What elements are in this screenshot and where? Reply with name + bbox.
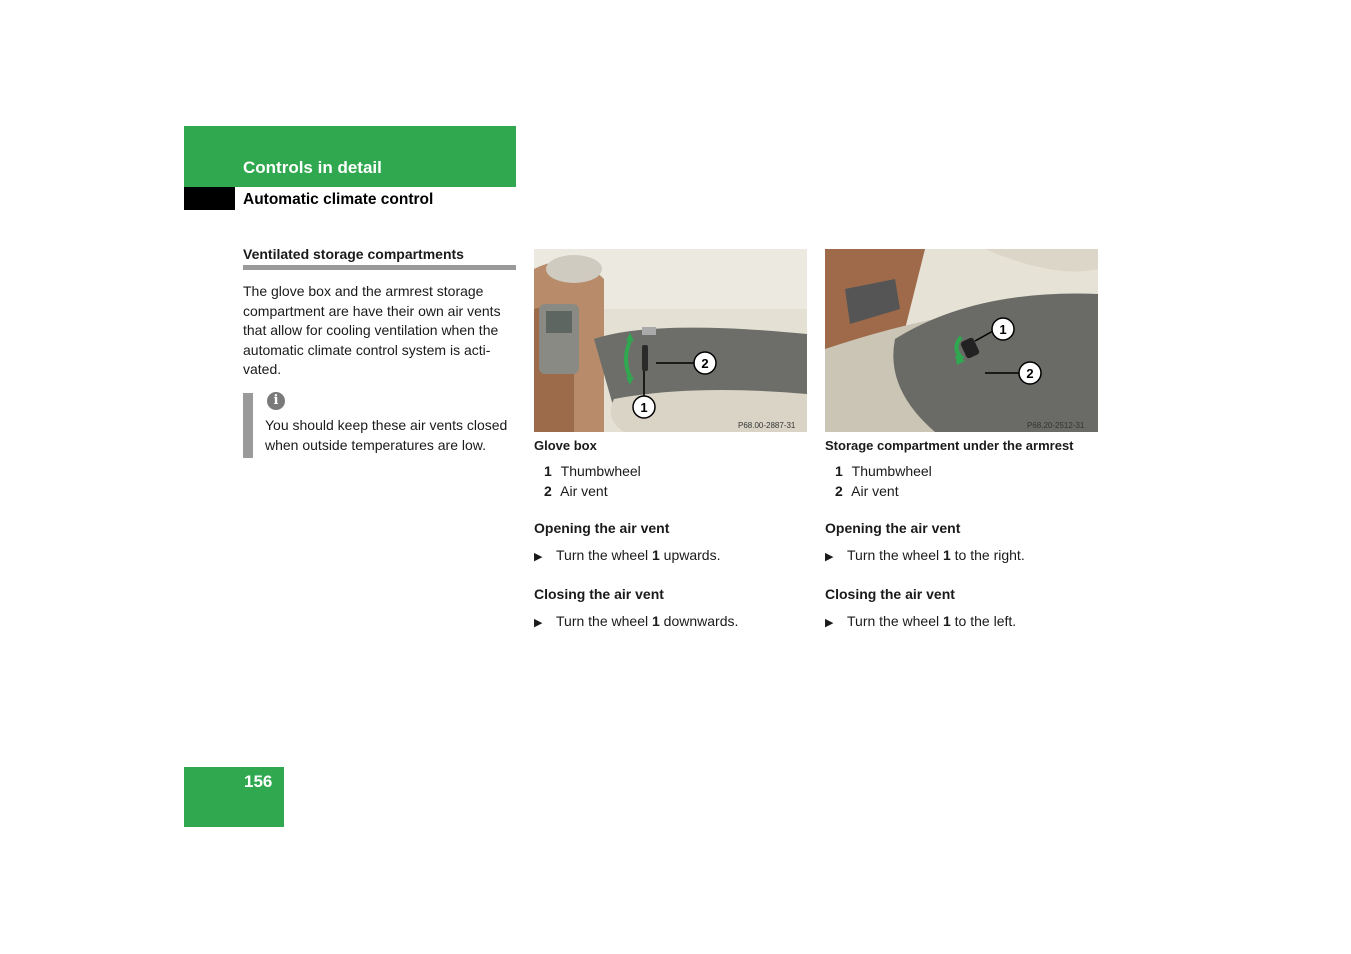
figure-caption: Glove box — [534, 438, 597, 453]
bullet-arrow-icon: ▶ — [825, 617, 834, 629]
svg-text:2: 2 — [1026, 366, 1034, 381]
page-number: 156 — [244, 772, 273, 791]
step-heading: Closing the air vent — [825, 586, 955, 602]
legend-item: 1 Thumbwheel — [835, 463, 932, 479]
intro-paragraph: The glove box and the armrest storage compartment are have their own air vents that allow for cooling ventilation when the automatic climate control system is acti-vated. — [243, 283, 501, 377]
svg-text:2: 2 — [701, 356, 709, 371]
step-heading: Opening the air vent — [825, 520, 961, 536]
figure-code: P68.00-2887-31 — [738, 421, 796, 430]
step-heading: Opening the air vent — [534, 520, 670, 536]
svg-text:1: 1 — [999, 322, 1007, 337]
legend-item: 2 Air vent — [544, 483, 608, 499]
section-title: Automatic climate control — [243, 191, 434, 208]
bullet-arrow-icon: ▶ — [534, 617, 543, 629]
legend-item: 2 Air vent — [835, 483, 899, 499]
note-text: You should keep these air vents closed when outside temperatures are low. — [265, 417, 508, 453]
figure-legend — [544, 461, 641, 501]
figure-caption: Storage compartment under the armrest — [825, 438, 1074, 453]
instruction-step: ▶ Turn the wheel 1 to the right. — [825, 547, 1025, 563]
armrest-figure — [825, 249, 1098, 432]
instruction-step: ▶ Turn the wheel 1 downwards. — [534, 613, 739, 629]
note-bar — [243, 393, 253, 458]
glove-box-figure — [534, 249, 807, 432]
instruction-step: ▶ Turn the wheel 1 upwards. — [534, 547, 721, 563]
bullet-arrow-icon: ▶ — [534, 551, 543, 563]
svg-text:1: 1 — [640, 400, 648, 415]
legend-item: 1 Thumbwheel — [544, 463, 641, 479]
section-marker — [184, 187, 235, 210]
bullet-arrow-icon: ▶ — [825, 551, 834, 563]
info-icon: i — [267, 392, 285, 410]
figure-legend — [835, 461, 932, 501]
sub-heading: Ventilated storage compartments — [243, 246, 516, 270]
instruction-step: ▶ Turn the wheel 1 to the left. — [825, 613, 1017, 629]
chapter-title: Controls in detail — [243, 158, 382, 177]
figure-code: P68.20-2512-31 — [1027, 421, 1085, 430]
step-heading: Closing the air vent — [534, 586, 664, 602]
